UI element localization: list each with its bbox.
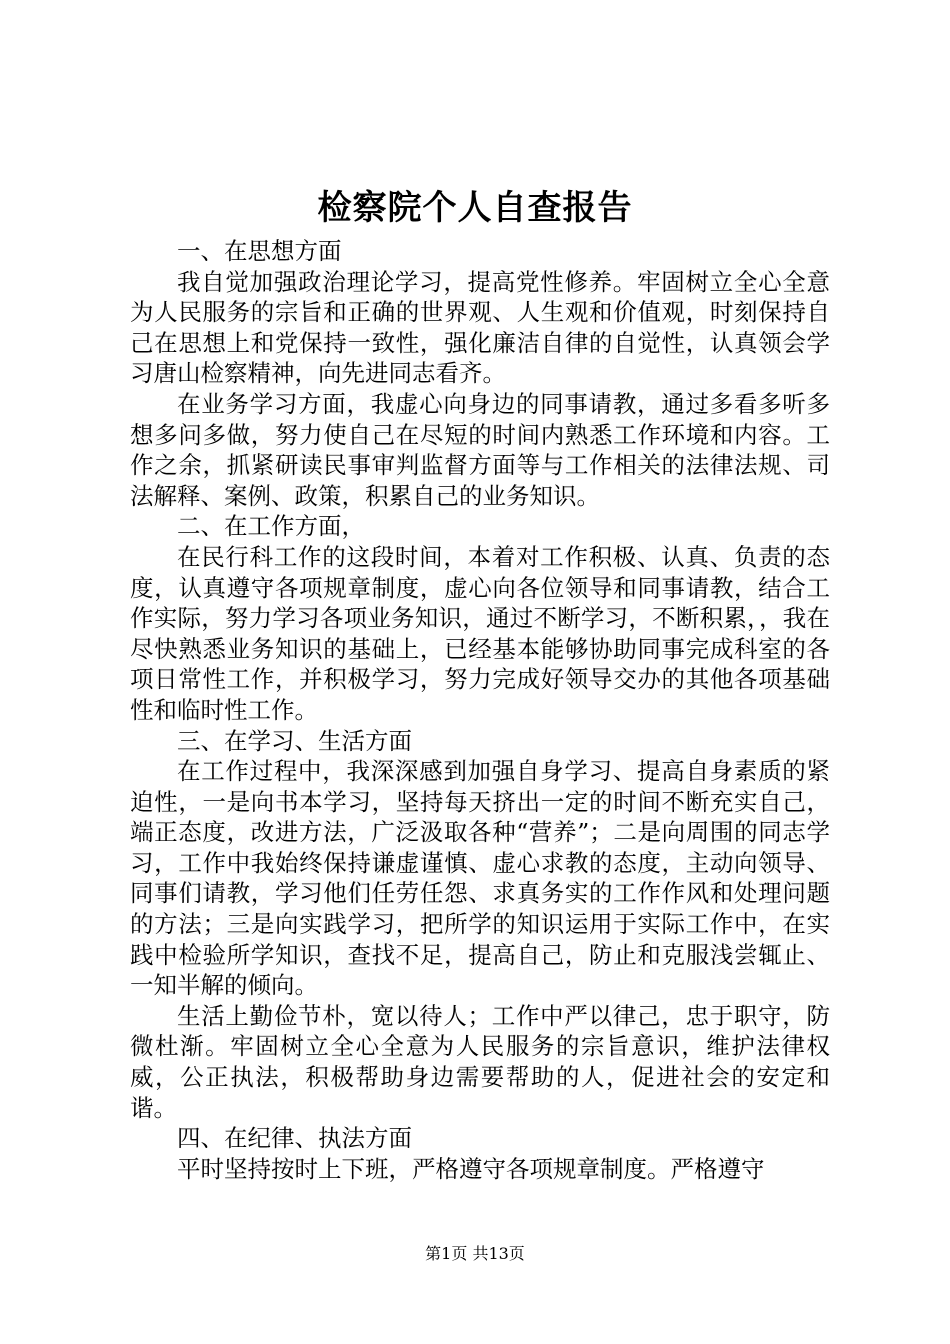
paragraph: 生活上勤俭节朴，宽以待人；工作中严以律己，忠于职守，防微杜渐。牢固树立全心全意为人民服务的宗旨意识，维护法律权威，公正执法，积极帮助身边需要帮助的人，促进社会的安定和谐。: [130, 1001, 830, 1122]
paragraph: 在民行科工作的这段时间，本着对工作积极、认真、负责的态度，认真遵守各项规章制度，虚心向各位领导和同事请教，结合工作实际，努力学习各项业务知识，通过不断学习，不断积累，，我在尽快熟悉业务知识的基础上，已经基本能够协助同事完成科室的各项日常性工作，并积极学习，努力完成好领导交办的其他各项基础性和临时性工作。: [130, 542, 830, 724]
page-footer: 第1页 共13页: [425, 1244, 525, 1263]
paragraph: 我自觉加强政治理论学习，提高党性修养。牢固树立全心全意为人民服务的宗旨和正确的世界观、人生观和价值观，时刻保持自己在思想上和党保持一致性，强化廉洁自律的自觉性，认真领会学习唐山检察精神，向先进同志看齐。: [130, 267, 830, 388]
section-heading-work: 二、在工作方面，: [177, 512, 365, 541]
section-heading-discipline: 四、在纪律、执法方面: [177, 1124, 412, 1153]
paragraph: 在工作过程中，我深深感到加强自身学习、提高自身素质的紧迫性，一是向书本学习，坚持每天挤出一定的时间不断充实自己，端正态度，改进方法，广泛汲取各种“营养”；二是向周围的同志学习，工作中我始终保持谦虚谨慎、虚心求教的态度，主动向领导、同事们请教，学习他们任劳任怨、求真务实的工作作风和处理问题的方法；三是向实践学习，把所学的知识运用于实际工作中，在实践中检验所学知识，查找不足，提高自己，防止和克服浅尝辄止、一知半解的倾向。: [130, 757, 830, 1000]
document-body: [130, 236, 830, 1184]
section-heading-thought: 一、在思想方面: [177, 237, 342, 265]
paragraph: 在业务学习方面，我虚心向身边的同事请教，通过多看多听多想多问多做，努力使自己在尽短的时间内熟悉工作环境和内容。工作之余，抓紧研读民事审判监督方面等与工作相关的法律法规、司法解释、案例、政策，积累自己的业务知识。: [130, 389, 830, 510]
paragraph: 平时坚持按时上下班，严格遵守各项规章制度。严格遵守: [177, 1154, 765, 1183]
document-title: 检察院个人自查报告: [317, 188, 633, 228]
section-heading-study-life: 三、在学习、生活方面: [177, 726, 412, 755]
